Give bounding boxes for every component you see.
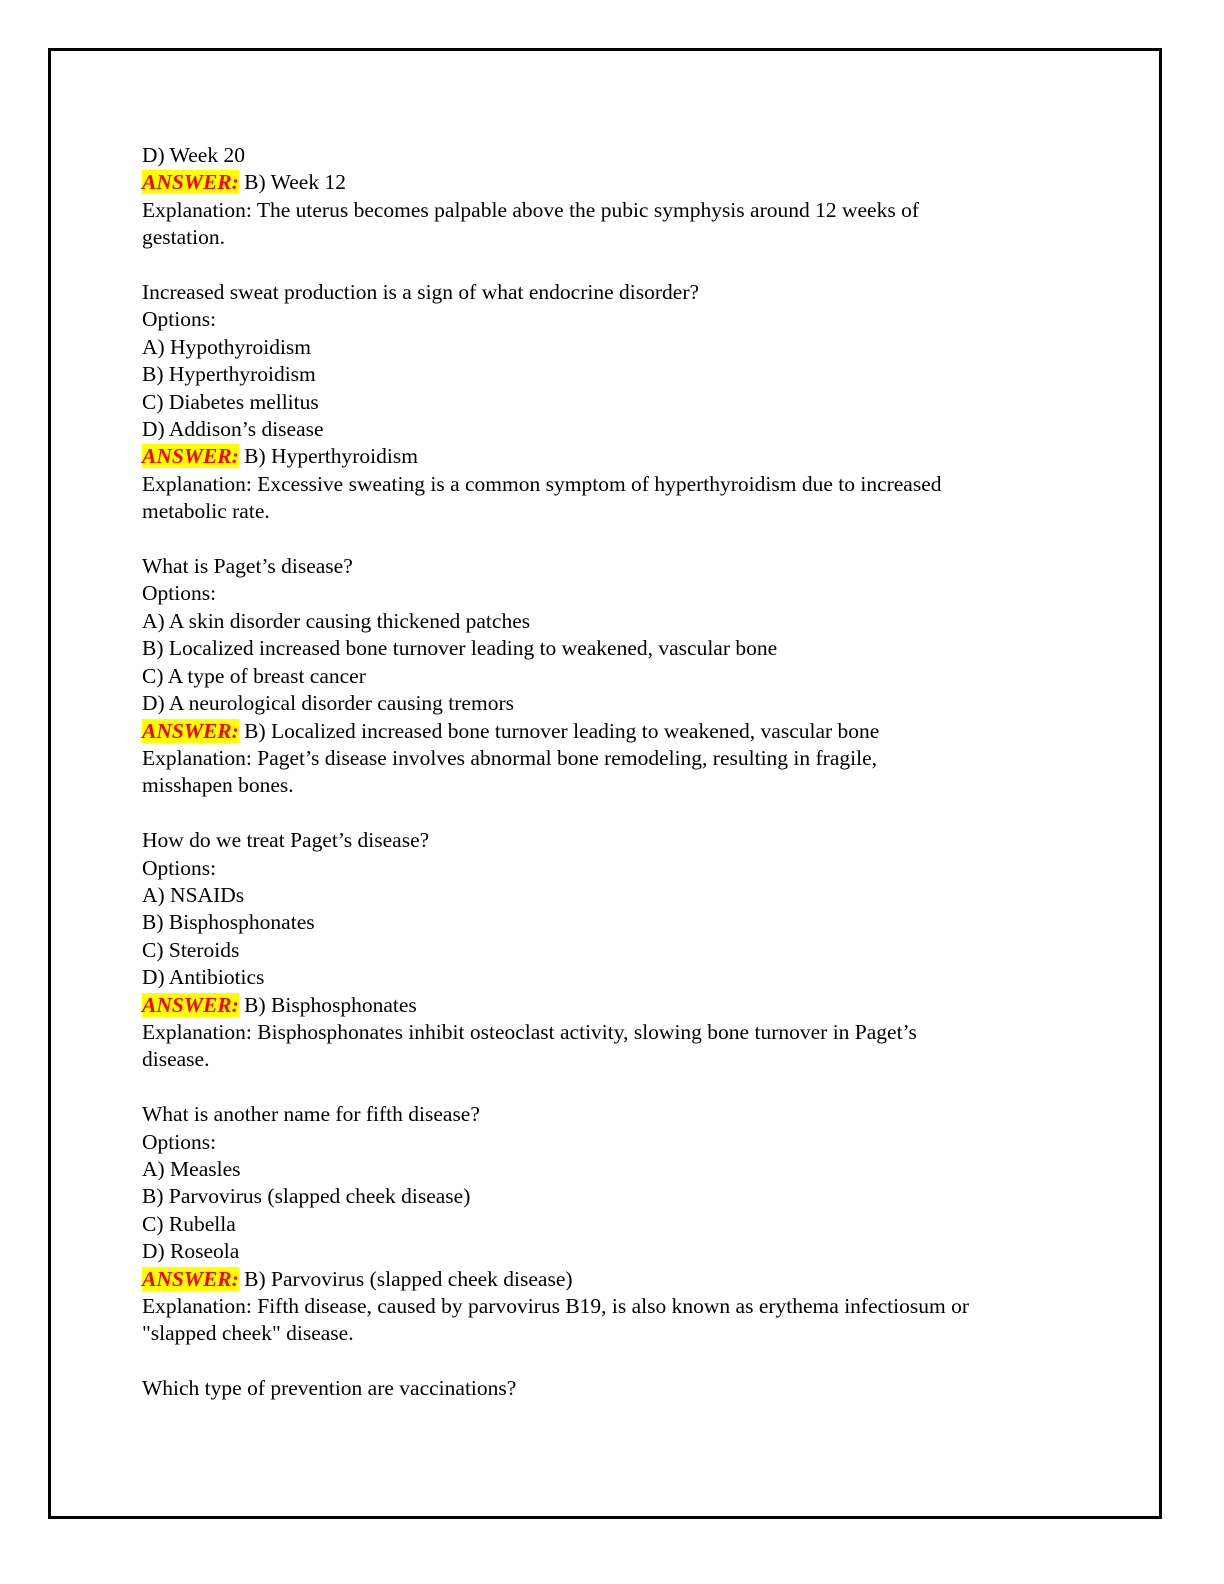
question-text: What is another name for fifth disease? — [142, 1102, 480, 1127]
answer-text: B) Week 12 — [238, 170, 346, 195]
explanation-line: Explanation: Fifth disease, caused by parvovirus B19, is also known as erythema infectiosum or — [142, 1294, 969, 1318]
document-body — [142, 142, 1082, 1403]
option-c: C) Diabetes mellitus — [142, 389, 319, 414]
option-a: A) Hypothyroidism — [142, 334, 312, 359]
spacer — [142, 526, 1082, 553]
answer-line — [142, 443, 1082, 470]
answer-line — [142, 992, 1082, 1019]
answer-text: B) Parvovirus (slapped cheek disease) — [238, 1266, 573, 1291]
option-d: D) Roseola — [142, 1239, 240, 1264]
option-c: C) A type of breast cancer — [142, 663, 366, 688]
option-b: B) Localized increased bone turnover leading to weakened, vascular bone — [142, 636, 778, 661]
option-a: A) Measles — [142, 1156, 241, 1181]
answer-line — [142, 1266, 1082, 1293]
answer-text: B) Bisphosphonates — [238, 992, 417, 1017]
question-block — [142, 827, 1082, 1074]
option-b: B) Hyperthyroidism — [142, 362, 316, 387]
explanation-line: "slapped cheek" disease. — [142, 1321, 354, 1346]
question-block-continued — [142, 142, 1082, 252]
answer-label: ANSWER: — [142, 1266, 239, 1291]
answer-label: ANSWER: — [142, 718, 239, 743]
spacer — [142, 800, 1082, 827]
explanation-line: disease. — [142, 1047, 210, 1072]
option-c: C) Rubella — [142, 1211, 236, 1236]
answer-text: B) Localized increased bone turnover leading to weakened, vascular bone — [238, 718, 880, 743]
answer-label: ANSWER: — [142, 992, 239, 1017]
answer-line — [142, 718, 1082, 745]
answer-text: B) Hyperthyroidism — [238, 444, 418, 469]
option-d: D) Addison’s disease — [142, 417, 324, 442]
option-a: A) A skin disorder causing thickened patches — [142, 608, 531, 633]
options-label: Options: — [142, 581, 217, 606]
question-text: What is Paget’s disease? — [142, 554, 353, 579]
question-text: Increased sweat production is a sign of what endocrine disorder? — [142, 280, 700, 305]
question-block — [142, 553, 1082, 800]
explanation-line: misshapen bones. — [142, 773, 294, 798]
question-block — [142, 1101, 1082, 1348]
explanation-line: gestation. — [142, 225, 225, 250]
option-d: D) Week 20 — [142, 143, 245, 167]
option-a: A) NSAIDs — [142, 882, 245, 907]
question-block — [142, 279, 1082, 526]
explanation-line: Explanation: Paget’s disease involves abnormal bone remodeling, resulting in fragile, — [142, 745, 877, 770]
option-d: D) A neurological disorder causing tremors — [142, 691, 514, 716]
answer-label: ANSWER: — [142, 170, 239, 195]
options-label: Options: — [142, 1129, 217, 1154]
question-text: How do we treat Paget’s disease? — [142, 828, 430, 853]
answer-label: ANSWER: — [142, 444, 239, 469]
spacer — [142, 252, 1082, 279]
option-c: C) Steroids — [142, 937, 240, 962]
explanation-line: Explanation: Excessive sweating is a common symptom of hyperthyroidism due to increased — [142, 471, 942, 496]
option-d: D) Antibiotics — [142, 965, 265, 990]
option-b: B) Parvovirus (slapped cheek disease) — [142, 1184, 471, 1209]
option-b: B) Bisphosphonates — [142, 910, 315, 935]
spacer — [142, 1348, 1082, 1375]
answer-line — [142, 169, 1082, 196]
explanation-line: metabolic rate. — [142, 499, 270, 524]
options-label: Options: — [142, 855, 217, 880]
question-text: Which type of prevention are vaccinations? — [142, 1376, 517, 1401]
explanation-line: Explanation: Bisphosphonates inhibit osteoclast activity, slowing bone turnover in Paget’s — [142, 1019, 917, 1044]
explanation-line: Explanation: The uterus becomes palpable above the pubic symphysis around 12 weeks of — [142, 197, 919, 222]
options-label: Options: — [142, 307, 217, 332]
spacer — [142, 1074, 1082, 1101]
